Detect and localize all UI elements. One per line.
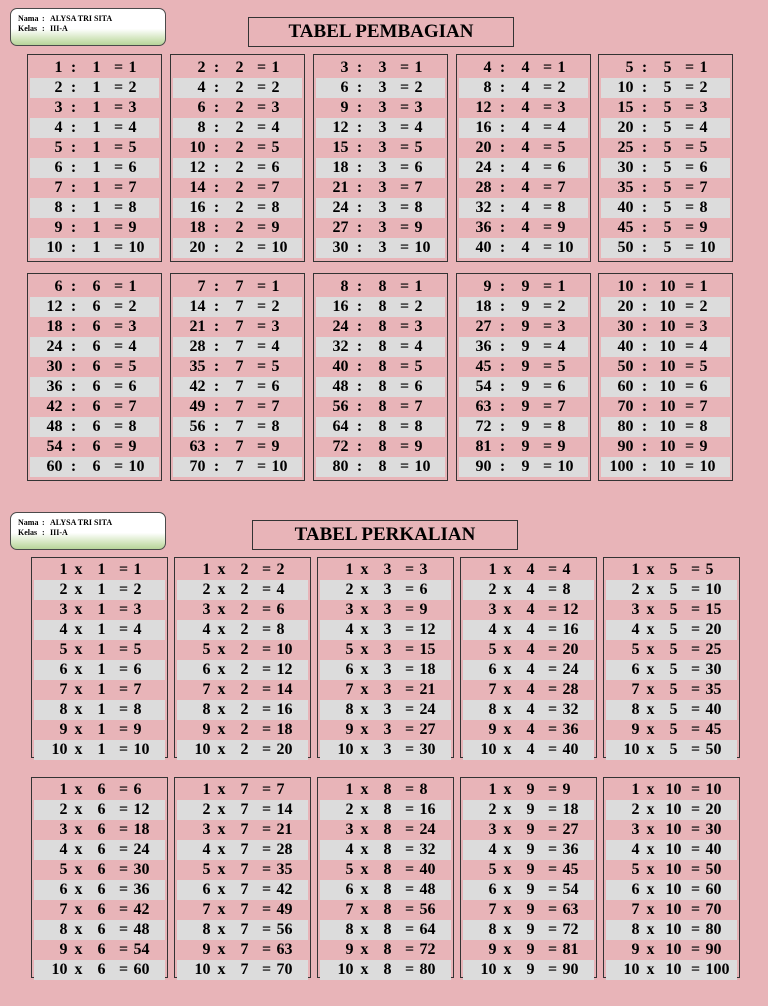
table-row: 54 : 9 = 6 (459, 377, 588, 397)
table-row: 6 x 9 = 54 (463, 880, 594, 900)
table-row: 20 : 4 = 5 (475, 139, 566, 156)
table-row: 6 : 3 = 2 (316, 78, 445, 98)
table-row: 3 x 1 = 3 (59, 601, 142, 618)
table-row: 45 : 5 = 9 (617, 219, 708, 236)
table-row: 12 : 3 = 4 (316, 118, 445, 138)
table-row: 20 : 5 = 4 (601, 118, 730, 138)
table-row: 36 : 6 = 6 (30, 377, 159, 397)
table-row: 35 : 7 = 5 (189, 358, 280, 375)
table-row: 8 : 1 = 8 (30, 198, 159, 218)
table-row: 1 x 6 = 6 (59, 781, 142, 798)
table-row: 35 : 5 = 7 (617, 179, 708, 196)
table-row: 42 : 6 = 7 (46, 398, 137, 415)
table-row: 5 x 7 = 35 (202, 861, 293, 878)
division-table (456, 273, 591, 481)
table-row: 2 x 7 = 14 (177, 800, 308, 820)
table-row: 5 : 5 = 1 (625, 59, 708, 76)
table-row: 10 x 4 = 40 (463, 740, 594, 760)
table-row: 1 x 10 = 10 (631, 781, 722, 798)
table-row: 50 : 5 = 10 (601, 238, 730, 258)
table-row: 5 x 9 = 45 (488, 861, 579, 878)
table-row: 2 x 2 = 4 (177, 580, 308, 600)
table-row: 32 : 4 = 8 (459, 198, 588, 218)
table-row: 42 : 7 = 6 (173, 377, 302, 397)
table-row: 1 x 3 = 3 (345, 561, 428, 578)
table-row: 3 x 10 = 30 (631, 821, 722, 838)
table-row: 16 : 8 = 2 (316, 297, 445, 317)
table-row: 9 x 8 = 72 (345, 941, 436, 958)
table-row: 8 x 8 = 64 (320, 920, 451, 940)
table-row: 90 : 9 = 10 (459, 457, 588, 477)
table-row: 2 x 10 = 20 (606, 800, 737, 820)
table-row: 2 x 4 = 8 (463, 580, 594, 600)
table-row: 4 : 2 = 2 (173, 78, 302, 98)
table-row: 18 : 3 = 6 (316, 158, 445, 178)
multiplication-table (603, 557, 740, 758)
table-row: 6 x 7 = 42 (177, 880, 308, 900)
table-row: 1 x 2 = 2 (202, 561, 285, 578)
table-row: 7 x 6 = 42 (59, 901, 150, 918)
table-row: 7 : 1 = 7 (54, 179, 137, 196)
table-row: 1 x 7 = 7 (202, 781, 285, 798)
division-table (27, 54, 162, 262)
table-row: 28 : 7 = 4 (173, 337, 302, 357)
table-row: 64 : 8 = 8 (316, 417, 445, 437)
table-row: 72 : 8 = 9 (332, 438, 423, 455)
table-row: 45 : 9 = 5 (475, 358, 566, 375)
table-row: 8 x 1 = 8 (34, 700, 165, 720)
table-row: 70 : 7 = 10 (173, 457, 302, 477)
table-row: 63 : 7 = 9 (189, 438, 280, 455)
table-row: 7 x 9 = 63 (488, 901, 579, 918)
table-row: 9 x 4 = 36 (488, 721, 579, 738)
division-table (598, 54, 733, 262)
table-row: 18 : 9 = 2 (459, 297, 588, 317)
table-row: 21 : 7 = 3 (189, 318, 280, 335)
table-row: 5 x 4 = 20 (488, 641, 579, 658)
table-row: 72 : 9 = 8 (459, 417, 588, 437)
table-row: 56 : 8 = 7 (332, 398, 423, 415)
multiplication-table (317, 557, 454, 758)
table-row: 6 x 6 = 36 (34, 880, 165, 900)
table-row: 8 x 2 = 16 (177, 700, 308, 720)
table-row: 10 : 5 = 2 (601, 78, 730, 98)
table-row: 7 : 7 = 1 (197, 278, 280, 295)
table-row: 14 : 7 = 2 (173, 297, 302, 317)
table-row: 18 : 2 = 9 (189, 219, 280, 236)
table-row: 10 : 2 = 5 (189, 139, 280, 156)
table-row: 20 : 2 = 10 (173, 238, 302, 258)
table-row: 40 : 8 = 5 (332, 358, 423, 375)
table-row: 9 x 6 = 54 (59, 941, 150, 958)
table-row: 7 x 4 = 28 (488, 681, 579, 698)
table-row: 7 x 2 = 14 (202, 681, 293, 698)
table-row: 32 : 8 = 4 (316, 337, 445, 357)
table-row: 7 x 10 = 70 (631, 901, 722, 918)
table-row: 30 : 6 = 5 (46, 358, 137, 375)
table-row: 6 x 1 = 6 (34, 660, 165, 680)
table-row: 3 x 4 = 12 (488, 601, 579, 618)
table-row: 10 x 7 = 70 (177, 960, 308, 980)
table-row: 4 x 3 = 12 (320, 620, 451, 640)
table-row: 8 : 2 = 4 (173, 118, 302, 138)
table-row: 60 : 10 = 6 (601, 377, 730, 397)
division-table (456, 54, 591, 262)
table-row: 60 : 6 = 10 (30, 457, 159, 477)
table-row: 6 x 10 = 60 (606, 880, 737, 900)
table-row: 3 x 9 = 27 (488, 821, 579, 838)
table-row: 9 x 5 = 45 (631, 721, 722, 738)
table-row: 2 : 1 = 2 (30, 78, 159, 98)
table-row: 9 x 1 = 9 (59, 721, 142, 738)
table-row: 21 : 3 = 7 (332, 179, 423, 196)
table-row: 40 : 10 = 4 (601, 337, 730, 357)
name-label: Nama (18, 518, 39, 527)
multiplication-table (174, 557, 311, 758)
table-row: 10 x 2 = 20 (177, 740, 308, 760)
table-row: 36 : 9 = 4 (459, 337, 588, 357)
table-row: 8 x 10 = 80 (606, 920, 737, 940)
table-row: 90 : 10 = 9 (617, 438, 708, 455)
table-row: 15 : 5 = 3 (617, 99, 708, 116)
table-row: 20 : 10 = 2 (601, 297, 730, 317)
table-row: 16 : 4 = 4 (459, 118, 588, 138)
table-row: 4 : 1 = 4 (30, 118, 159, 138)
table-row: 9 x 2 = 18 (202, 721, 293, 738)
table-row: 4 x 7 = 28 (177, 840, 308, 860)
table-row: 6 x 8 = 48 (320, 880, 451, 900)
table-row: 3 x 5 = 15 (631, 601, 722, 618)
table-row: 8 x 5 = 40 (606, 700, 737, 720)
table-row: 12 : 6 = 2 (30, 297, 159, 317)
table-row: 2 x 5 = 10 (606, 580, 737, 600)
class-value: III-A (50, 528, 68, 537)
table-row: 6 : 1 = 6 (30, 158, 159, 178)
table-row: 4 x 4 = 16 (463, 620, 594, 640)
table-row: 3 x 6 = 18 (59, 821, 150, 838)
division-title: TABEL PEMBAGIAN (248, 17, 514, 47)
table-row: 4 x 8 = 32 (320, 840, 451, 860)
table-row: 80 : 10 = 8 (601, 417, 730, 437)
table-row: 24 : 4 = 6 (459, 158, 588, 178)
division-table (170, 273, 305, 481)
table-row: 2 x 6 = 12 (34, 800, 165, 820)
division-table (170, 54, 305, 262)
table-row: 9 x 10 = 90 (631, 941, 722, 958)
table-row: 100 : 10 = 10 (601, 457, 730, 477)
table-row: 2 x 8 = 16 (320, 800, 451, 820)
table-row: 14 : 2 = 7 (189, 179, 280, 196)
division-table (27, 273, 162, 481)
table-row: 1 x 9 = 9 (488, 781, 571, 798)
table-row: 27 : 9 = 3 (475, 318, 566, 335)
table-row: 4 x 1 = 4 (34, 620, 165, 640)
table-row: 4 x 10 = 40 (606, 840, 737, 860)
multiplication-table (603, 777, 740, 978)
multiplication-title: TABEL PERKALIAN (252, 520, 518, 550)
table-row: 7 x 3 = 21 (345, 681, 436, 698)
table-row: 4 : 4 = 1 (483, 59, 566, 76)
table-row: 8 x 4 = 32 (463, 700, 594, 720)
table-row: 54 : 6 = 9 (46, 438, 137, 455)
table-row: 24 : 8 = 3 (332, 318, 423, 335)
name-value: ALYSA TRI SITA (50, 518, 113, 527)
table-row: 7 x 5 = 35 (631, 681, 722, 698)
table-row: 9 : 3 = 3 (340, 99, 423, 116)
student-info-box-bottom: Nama : ALYSA TRI SITA Kelas : III-A (10, 512, 166, 550)
table-row: 30 : 10 = 3 (617, 318, 708, 335)
class-label: Kelas (18, 528, 38, 537)
table-row: 10 x 5 = 50 (606, 740, 737, 760)
table-row: 4 x 2 = 8 (177, 620, 308, 640)
table-row: 8 x 6 = 48 (34, 920, 165, 940)
table-row: 56 : 7 = 8 (173, 417, 302, 437)
table-row: 10 x 10 = 100 (606, 960, 737, 980)
table-row: 9 x 9 = 81 (488, 941, 579, 958)
table-row: 3 x 8 = 24 (345, 821, 436, 838)
multiplication-table (174, 777, 311, 978)
table-row: 80 : 8 = 10 (316, 457, 445, 477)
table-row: 5 x 3 = 15 (345, 641, 436, 658)
table-row: 50 : 10 = 5 (617, 358, 708, 375)
table-row: 24 : 3 = 8 (316, 198, 445, 218)
table-row: 2 : 2 = 1 (197, 59, 280, 76)
division-table (313, 273, 448, 481)
table-row: 5 x 5 = 25 (631, 641, 722, 658)
table-row: 30 : 3 = 10 (316, 238, 445, 258)
table-row: 18 : 6 = 3 (46, 318, 137, 335)
table-row: 6 : 6 = 1 (54, 278, 137, 295)
table-row: 1 x 8 = 8 (345, 781, 428, 798)
table-row: 15 : 3 = 5 (332, 139, 423, 156)
table-row: 9 : 1 = 9 (54, 219, 137, 236)
table-row: 63 : 9 = 7 (475, 398, 566, 415)
table-row: 8 x 3 = 24 (320, 700, 451, 720)
table-row: 24 : 6 = 4 (30, 337, 159, 357)
table-row: 4 x 6 = 24 (34, 840, 165, 860)
table-row: 3 : 3 = 1 (340, 59, 423, 76)
division-table (598, 273, 733, 481)
table-row: 6 x 2 = 12 (177, 660, 308, 680)
table-row: 25 : 5 = 5 (617, 139, 708, 156)
table-row: 2 x 9 = 18 (463, 800, 594, 820)
name-value: ALYSA TRI SITA (50, 14, 113, 23)
multiplication-table (460, 557, 597, 758)
table-row: 9 : 9 = 1 (483, 278, 566, 295)
table-row: 10 x 1 = 10 (34, 740, 165, 760)
table-row: 36 : 4 = 9 (475, 219, 566, 236)
table-row: 7 x 8 = 56 (345, 901, 436, 918)
table-row: 5 x 10 = 50 (631, 861, 722, 878)
table-row: 10 : 10 = 1 (617, 278, 708, 295)
table-row: 9 x 3 = 27 (345, 721, 436, 738)
table-row: 8 : 4 = 2 (459, 78, 588, 98)
multiplication-table (31, 777, 168, 978)
name-label: Nama (18, 14, 39, 23)
table-row: 8 x 7 = 56 (177, 920, 308, 940)
table-row: 40 : 4 = 10 (459, 238, 588, 258)
table-row: 3 x 3 = 9 (345, 601, 428, 618)
table-row: 1 x 5 = 5 (631, 561, 714, 578)
table-row: 3 x 7 = 21 (202, 821, 293, 838)
table-row: 12 : 2 = 6 (173, 158, 302, 178)
table-row: 10 x 6 = 60 (34, 960, 165, 980)
table-row: 70 : 10 = 7 (617, 398, 708, 415)
table-row: 8 x 9 = 72 (463, 920, 594, 940)
table-row: 6 : 2 = 3 (197, 99, 280, 116)
table-row: 5 : 1 = 5 (54, 139, 137, 156)
division-table (313, 54, 448, 262)
table-row: 7 x 1 = 7 (59, 681, 142, 698)
table-row: 81 : 9 = 9 (475, 438, 566, 455)
table-row: 4 x 9 = 36 (463, 840, 594, 860)
table-row: 40 : 5 = 8 (601, 198, 730, 218)
table-row: 5 x 8 = 40 (345, 861, 436, 878)
table-row: 9 x 7 = 63 (202, 941, 293, 958)
table-row: 5 x 6 = 30 (59, 861, 150, 878)
table-row: 7 x 7 = 49 (202, 901, 293, 918)
table-row: 49 : 7 = 7 (189, 398, 280, 415)
table-row: 48 : 6 = 8 (30, 417, 159, 437)
table-row: 48 : 8 = 6 (316, 377, 445, 397)
table-row: 30 : 5 = 6 (601, 158, 730, 178)
student-info-box-top: Nama : ALYSA TRI SITA Kelas : III-A (10, 8, 166, 46)
table-row: 12 : 4 = 3 (475, 99, 566, 116)
table-row: 10 x 9 = 90 (463, 960, 594, 980)
table-row: 6 x 4 = 24 (463, 660, 594, 680)
table-row: 1 x 4 = 4 (488, 561, 571, 578)
table-row: 6 x 5 = 30 (606, 660, 737, 680)
class-value: III-A (50, 24, 68, 33)
table-row: 4 x 5 = 20 (606, 620, 737, 640)
table-row: 10 x 3 = 30 (320, 740, 451, 760)
table-row: 2 x 1 = 2 (34, 580, 165, 600)
table-row: 3 x 2 = 6 (202, 601, 285, 618)
class-label: Kelas (18, 24, 38, 33)
table-row: 16 : 2 = 8 (173, 198, 302, 218)
table-row: 10 x 8 = 80 (320, 960, 451, 980)
table-row: 8 : 8 = 1 (340, 278, 423, 295)
table-row: 28 : 4 = 7 (475, 179, 566, 196)
table-row: 1 x 1 = 1 (59, 561, 142, 578)
table-row: 3 : 1 = 3 (54, 99, 137, 116)
multiplication-table (31, 557, 168, 758)
multiplication-table (460, 777, 597, 978)
table-row: 6 x 3 = 18 (320, 660, 451, 680)
table-row: 10 : 1 = 10 (30, 238, 159, 258)
table-row: 27 : 3 = 9 (332, 219, 423, 236)
table-row: 5 x 1 = 5 (59, 641, 142, 658)
table-row: 2 x 3 = 6 (320, 580, 451, 600)
table-row: 1 : 1 = 1 (54, 59, 137, 76)
multiplication-table (317, 777, 454, 978)
table-row: 5 x 2 = 10 (202, 641, 293, 658)
